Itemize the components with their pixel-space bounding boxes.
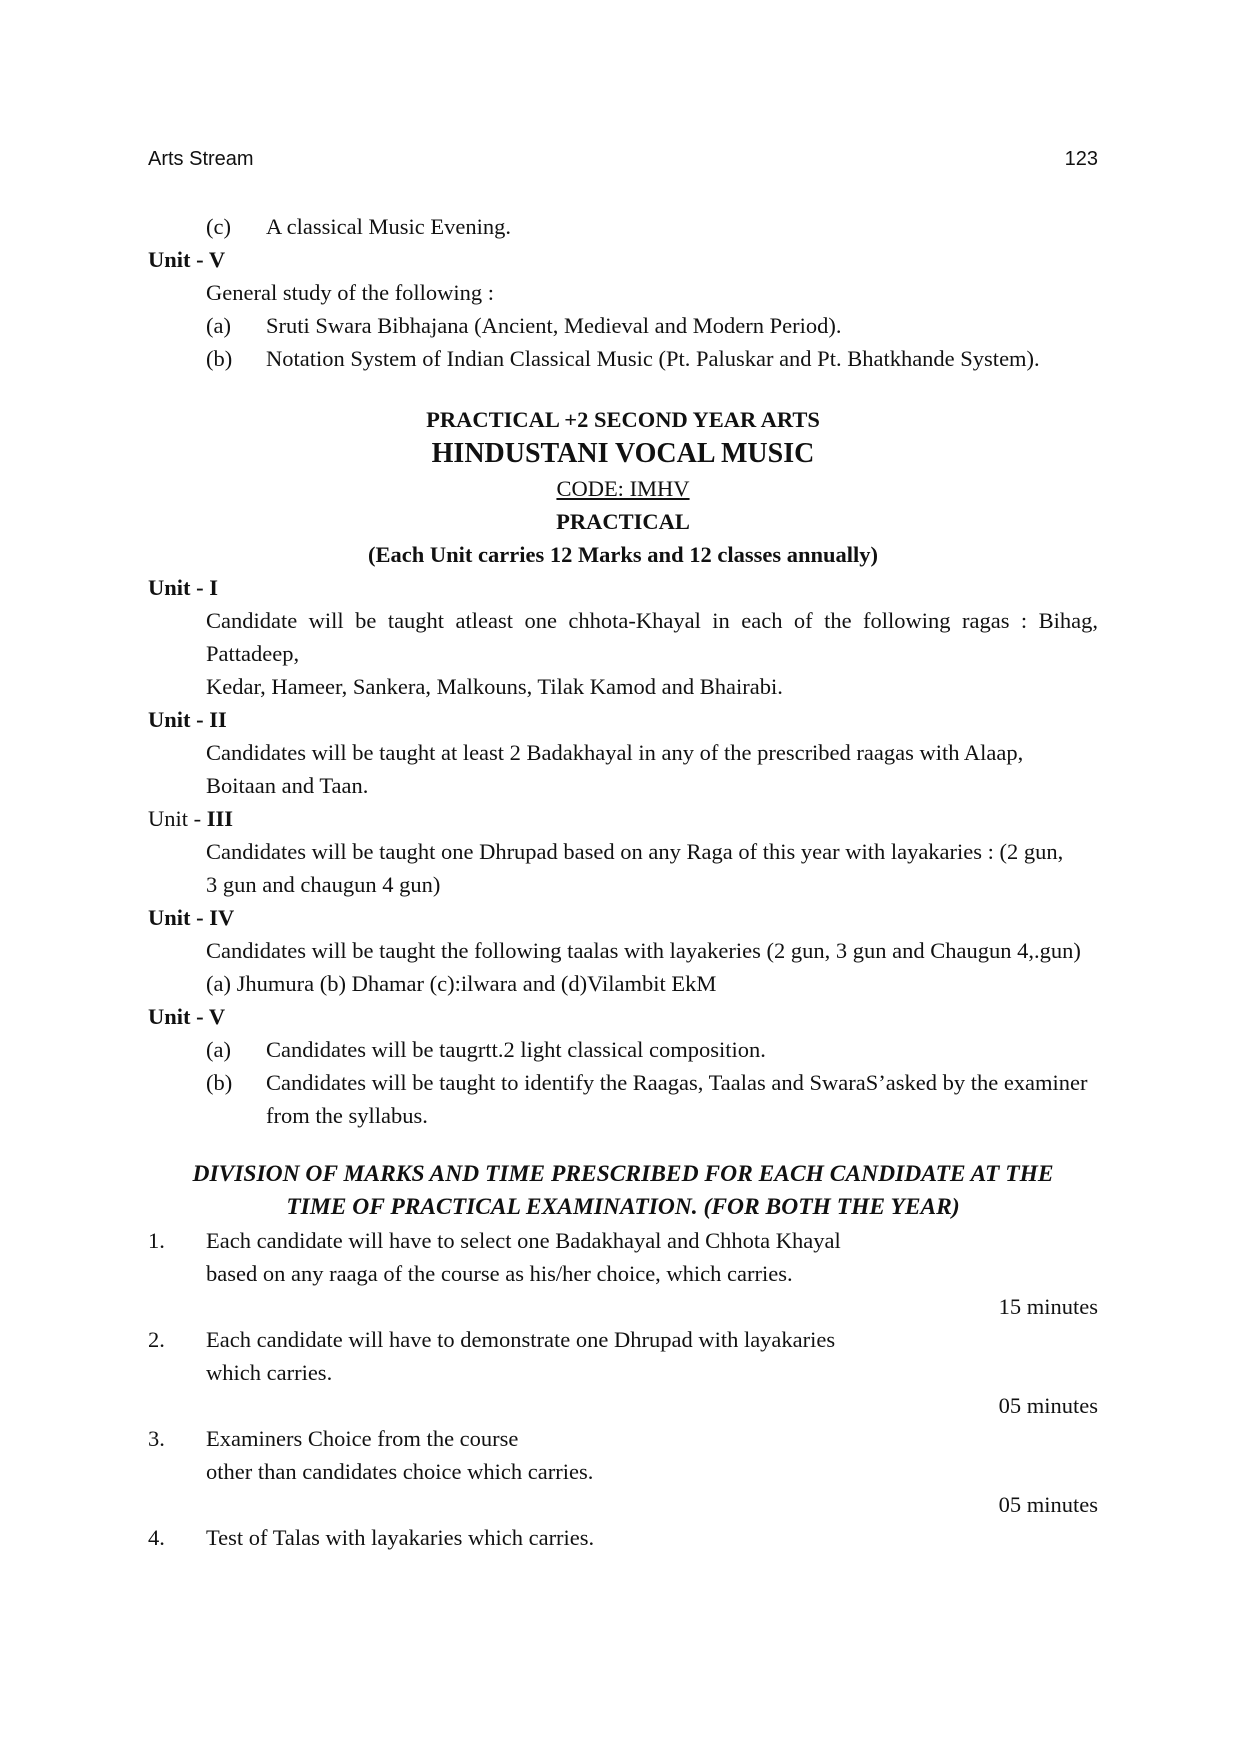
list-item: (a) Sruti Swara Bibhajana (Ancient, Medieval and Modern Period). [206, 313, 842, 338]
page-content [148, 210, 1098, 1554]
unit-heading: Unit - V [148, 1004, 226, 1029]
time-allotted: 05 minutes [998, 1393, 1098, 1418]
unit-body: Candidate will be taught atleast one chhota-Khayal in each of the following ragas : Bihag, Pattadeep, Kedar, Hameer, Sankera, Malkouns, Tilak Kamod and Bhairabi. [206, 608, 1098, 699]
subject-title: HINDUSTANI VOCAL MUSIC [431, 438, 815, 469]
running-header: Arts Stream [148, 148, 254, 170]
unit-heading: Unit - IV [148, 905, 235, 930]
unit-body: Candidates will be taught at least 2 Badakhayal in any of the prescribed raagas with Alaap, Boitaan and Taan. [206, 740, 1024, 798]
unit-heading: Unit - III [148, 806, 234, 831]
numbered-item: 4. Test of Talas with layakaries which carries. [148, 1525, 595, 1550]
time-allotted: 15 minutes [998, 1294, 1098, 1319]
numbered-item: 1. Each candidate will have to select one Badakhayal and Chhota Khayal based on any raaga of the course as his/her choice, which carries. [148, 1228, 841, 1286]
unit-body: Candidates will be taught the following taalas with layakeries (2 gun, 3 gun and Chaugun 4,.gun) (a) Jhumura (b) Dhamar (c):ilwara and (d)Vilambit EkM [206, 938, 1081, 996]
unit-heading: Unit - V [148, 247, 226, 272]
subject-code: CODE: IMHV [556, 476, 690, 501]
unit-heading: Unit - II [148, 707, 227, 732]
unit-heading: Unit - I [148, 575, 219, 600]
numbered-item: 2. Each candidate will have to demonstrate one Dhrupad with layakaries which carries. [148, 1327, 836, 1385]
marks-note: (Each Unit carries 12 Marks and 12 classes annually) [367, 542, 878, 567]
numbered-item: 3. Examiners Choice from the course other than candidates choice which carries. [148, 1426, 594, 1484]
unit-body: Candidates will be taught one Dhrupad based on any Raga of this year with layakaries : (2 gun, 3 gun and chaugun 4 gun) [206, 839, 1064, 897]
list-item: (c) A classical Music Evening. [206, 214, 511, 239]
page-number: 123 [1064, 148, 1098, 170]
list-item: (b) Candidates will be taught to identify the Raagas, Taalas and SwaraS’asked by the examiner from the syllabus. [206, 1070, 1088, 1128]
practical-label: PRACTICAL [556, 509, 690, 534]
list-item: (b) Notation System of Indian Classical Music (Pt. Paluskar and Pt. Bhatkhande System). [206, 346, 1040, 371]
time-allotted: 05 minutes [998, 1492, 1098, 1517]
list-item: (a) Candidates will be taugrtt.2 light classical composition. [206, 1037, 766, 1062]
division-heading: DIVISION OF MARKS AND TIME PRESCRIBED FOR EACH CANDIDATE AT THE TIME OF PRACTICAL EXAMINATION. (FOR BOTH THE YEAR) [192, 1161, 1054, 1220]
unit-intro: General study of the following : [206, 280, 495, 305]
section-title: PRACTICAL +2 SECOND YEAR ARTS [426, 407, 820, 432]
